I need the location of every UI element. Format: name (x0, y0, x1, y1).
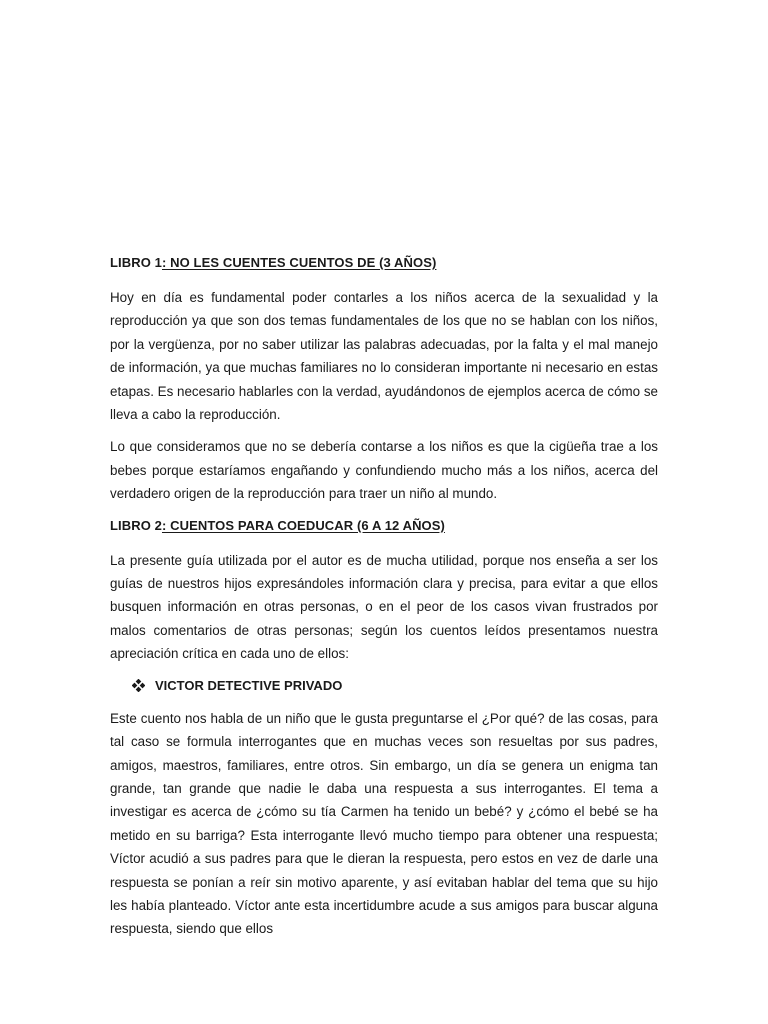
libro2-paragraph-1: La presente guía utilizada por el autor es de mucha utilidad, porque nos enseña a ser los guías de nuestros hijos expresándoles información clara y precisa, para evitar a que ellos busquen información en otras personas, o en el peor de los casos vivan frustrados por malos comentarios de otras personas; según los cuentos leídos presentamos nuestra apreciación crítica en cada uno de ellos: (110, 552, 658, 662)
libro1-heading (110, 252, 658, 274)
libro2-label: LIBRO 2 (110, 517, 162, 533)
libro1-paragraph-2: Lo que consideramos que no se debería contarse a los niños es que la cigüeña trae a los bebes porque estaríamos engañando y confundiendo mucho más a los niños, acerca del verdadero origen de la reproducción para traer un niño al mundo. (110, 439, 658, 502)
story-bullet-label: VICTOR DETECTIVE PRIVADO (155, 677, 343, 693)
libro1-label: LIBRO 1 (110, 255, 162, 270)
document-page (110, 252, 658, 950)
diamond-bullet-icon (132, 679, 145, 692)
story-paragraph-1: Este cuento nos habla de un niño que le gusta preguntarse el ¿Por qué? de las cosas, para tal caso se formula interrogantes que en muchas veces son resueltas por sus padres, amigos, maestros, familiares, entre otros. Sin embargo, un día se genera un enigma tan grande, tan grande que nadie le daba una respuesta a sus interrogantes. El tema a investigar es acerca de ¿cómo su tía Carmen ha tenido un bebé? y ¿cómo el bebé se ha metido en su barriga? Esta interrogante llevó mucho tiempo para obtener una respuesta; Víctor acudió a sus padres para que le dieran la respuesta, pero estos en vez de darle una respuesta se ponían a reír sin motivo aparente, y así evitaban hablar del tema que su hijo les había planteado. Víctor ante esta incertidumbre acude a sus amigos para buscar alguna respuesta, siendo que ellos (110, 710, 658, 937)
libro1-title: : NO LES CUENTES CUENTOS DE (3 AÑOS) (161, 255, 437, 270)
libro2-title: : CUENTOS PARA COEDUCAR (6 A 12 AÑOS) (161, 517, 445, 533)
story-bullet (132, 675, 658, 697)
libro2-heading (110, 515, 658, 537)
libro1-paragraph-1: Hoy en día es fundamental poder contarles a los niños acerca de la sexualidad y la reproducción ya que son dos temas fundamentales de los que no se hablan con los niños, por la vergüenza, por no saber utilizar las palabras adecuadas, por la falta y el mal manejo de información, ya que muchas familiares no lo consideran importante ni necesario en estas etapas. Es necesario hablarles con la verdad, ayudándonos de ejemplos acerca de cómo se lleva a cabo la reproducción. (110, 290, 658, 423)
